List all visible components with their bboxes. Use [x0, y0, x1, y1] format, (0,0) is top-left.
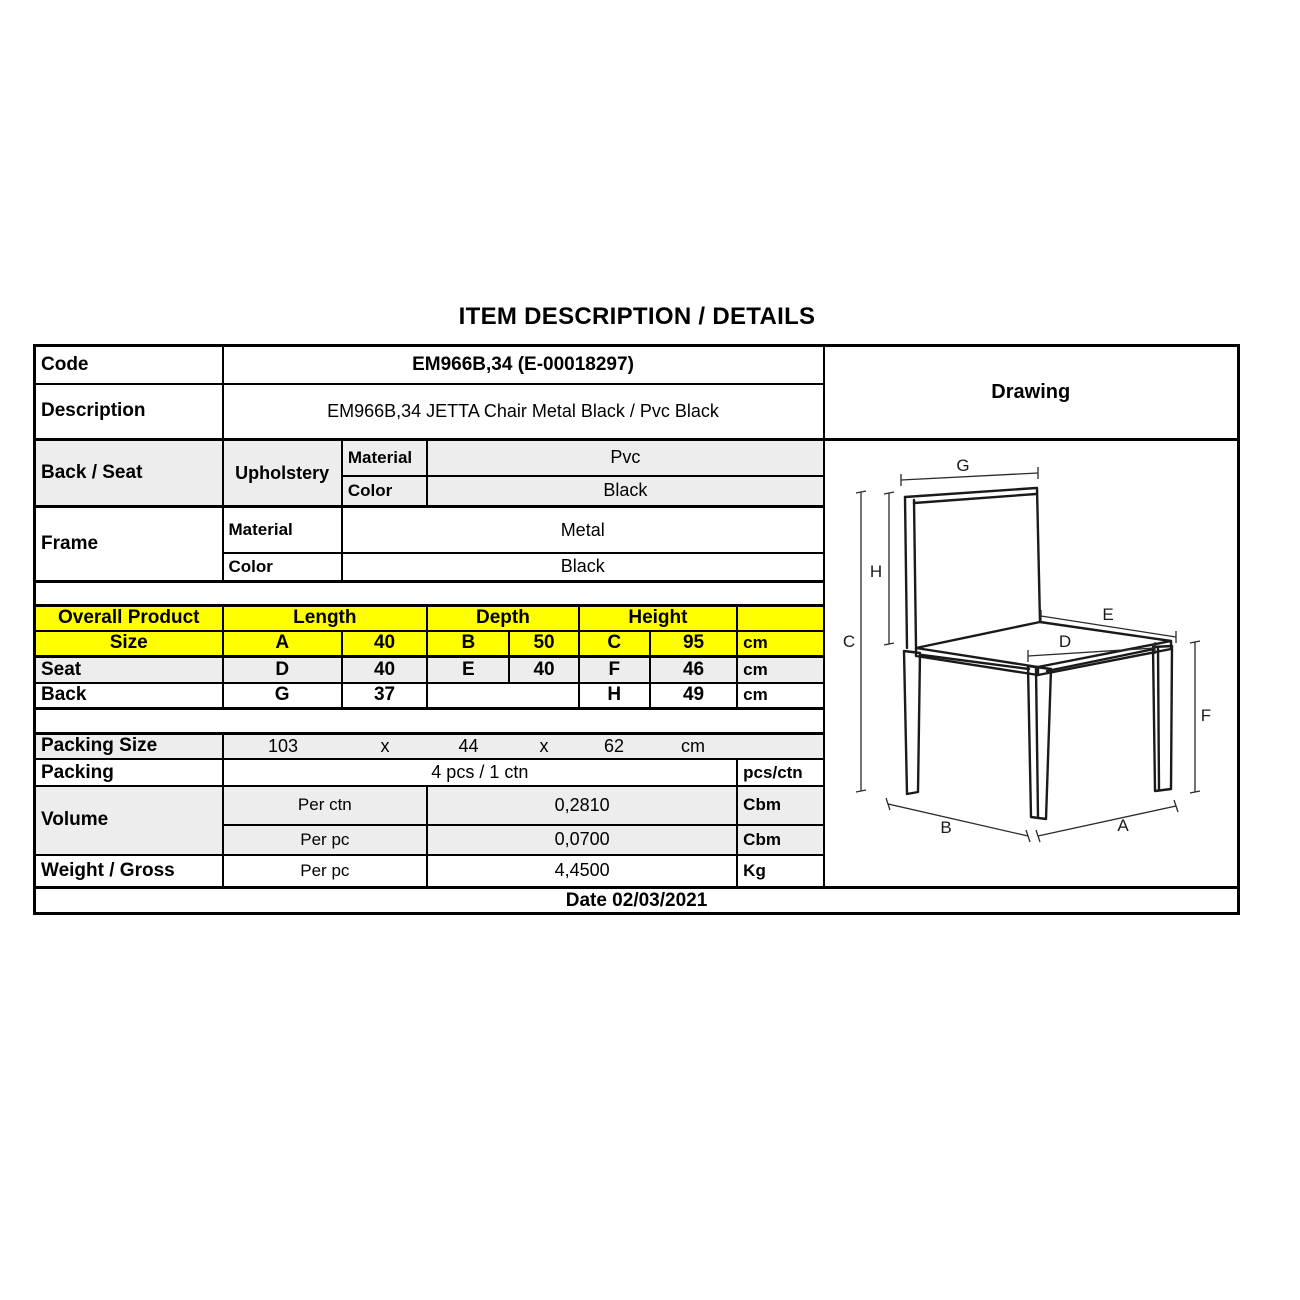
volume-per-ctn-unit: Cbm	[737, 786, 823, 825]
description-label: Description	[35, 384, 223, 440]
overall-depth-value: 50	[509, 631, 578, 656]
seat-height-key: F	[579, 656, 650, 683]
overall-unit: cm	[737, 631, 823, 656]
packing-size-unit: cm	[681, 735, 705, 756]
overall-length-value: 40	[342, 631, 427, 656]
weight-label: Weight / Gross	[35, 855, 223, 888]
frame-label: Frame	[35, 507, 223, 582]
frame-color-value: Black	[342, 553, 824, 581]
date-row	[35, 888, 1239, 914]
spacer-cell-2	[35, 708, 824, 733]
volume-per-pc-label: Per pc	[223, 825, 428, 855]
seat-length-key: D	[223, 656, 342, 683]
frame-material-value: Metal	[342, 507, 824, 554]
weight-unit: Kg	[737, 855, 823, 888]
height-header: Height	[579, 605, 738, 631]
packing-size-x2: x	[539, 735, 549, 756]
back-seat-material-label: Material	[342, 440, 427, 476]
upholstery-label: Upholstery	[223, 440, 342, 507]
volume-per-ctn-value: 0,2810	[427, 786, 737, 825]
packing-size-v3: 62	[603, 735, 625, 756]
code-row	[35, 346, 1239, 384]
dim-label-a: A	[1117, 816, 1129, 835]
frame-material-label: Material	[223, 507, 342, 554]
seat-unit: cm	[737, 656, 823, 683]
weight-per-label: Per pc	[223, 855, 428, 888]
dim-label-b: B	[940, 818, 952, 837]
length-header: Length	[223, 605, 428, 631]
dim-label-g: G	[956, 456, 970, 475]
seat-length-value: 40	[342, 656, 427, 683]
weight-value: 4,4500	[427, 855, 737, 888]
back-unit: cm	[737, 683, 823, 708]
overall-height-key: C	[579, 631, 650, 656]
back-seat-label: Back / Seat	[35, 440, 223, 507]
depth-header: Depth	[427, 605, 578, 631]
back-label: Back	[35, 683, 223, 708]
date-value: Date 02/03/2021	[35, 888, 1239, 914]
overall-height-value: 95	[650, 631, 737, 656]
dim-label-f: F	[1201, 706, 1212, 725]
dim-label-d: D	[1059, 632, 1072, 651]
packing-value: 4 pcs / 1 ctn	[223, 759, 738, 786]
packing-size-v1: 103	[267, 735, 299, 756]
packing-size-v2: 44	[458, 735, 479, 756]
packing-size-x1: x	[380, 735, 390, 756]
back-height-value: 49	[650, 683, 737, 708]
dim-label-c: C	[843, 632, 856, 651]
back-depth-empty	[427, 683, 578, 708]
spacer-cell	[35, 581, 824, 605]
seat-depth-value: 40	[509, 656, 578, 683]
back-seat-color-value: Black	[427, 476, 823, 507]
back-seat-color-label: Color	[342, 476, 427, 507]
spec-sheet	[33, 344, 1240, 915]
code-label: Code	[35, 346, 223, 384]
frame-color-label: Color	[223, 553, 342, 581]
back-length-value: 37	[342, 683, 427, 708]
packing-size-values	[223, 733, 824, 759]
back-height-key: H	[579, 683, 650, 708]
size-header-label-2: Size	[35, 631, 223, 656]
dim-label-h: H	[870, 562, 883, 581]
drawing-canvas	[824, 440, 1239, 888]
back-seat-row-material	[35, 440, 1239, 476]
back-seat-material-value: Pvc	[427, 440, 823, 476]
overall-length-key: A	[223, 631, 342, 656]
volume-label: Volume	[35, 786, 223, 855]
code-value: EM966B,34 (E-00018297)	[223, 346, 824, 384]
size-header-label-1: Overall Product	[35, 605, 223, 631]
chair-drawing	[825, 441, 1236, 881]
back-length-key: G	[223, 683, 342, 708]
drawing-header: Drawing	[824, 346, 1239, 440]
spec-table	[33, 344, 1240, 915]
seat-label: Seat	[35, 656, 223, 683]
seat-height-value: 46	[650, 656, 737, 683]
seat-depth-key: E	[427, 656, 509, 683]
volume-per-pc-unit: Cbm	[737, 825, 823, 855]
packing-size-label: Packing Size	[35, 733, 223, 759]
chair-lines	[904, 488, 1172, 819]
packing-size-grid	[224, 736, 823, 757]
overall-depth-key: B	[427, 631, 509, 656]
size-header-empty	[737, 605, 823, 631]
description-value: EM966B,34 JETTA Chair Metal Black / Pvc Black	[223, 384, 824, 440]
page-title: ITEM DESCRIPTION / DETAILS	[458, 303, 816, 330]
dim-label-e: E	[1102, 605, 1114, 624]
packing-unit: pcs/ctn	[737, 759, 823, 786]
volume-per-ctn-label: Per ctn	[223, 786, 428, 825]
packing-label: Packing	[35, 759, 223, 786]
volume-per-pc-value: 0,0700	[427, 825, 737, 855]
packing-size-empty	[737, 736, 823, 757]
